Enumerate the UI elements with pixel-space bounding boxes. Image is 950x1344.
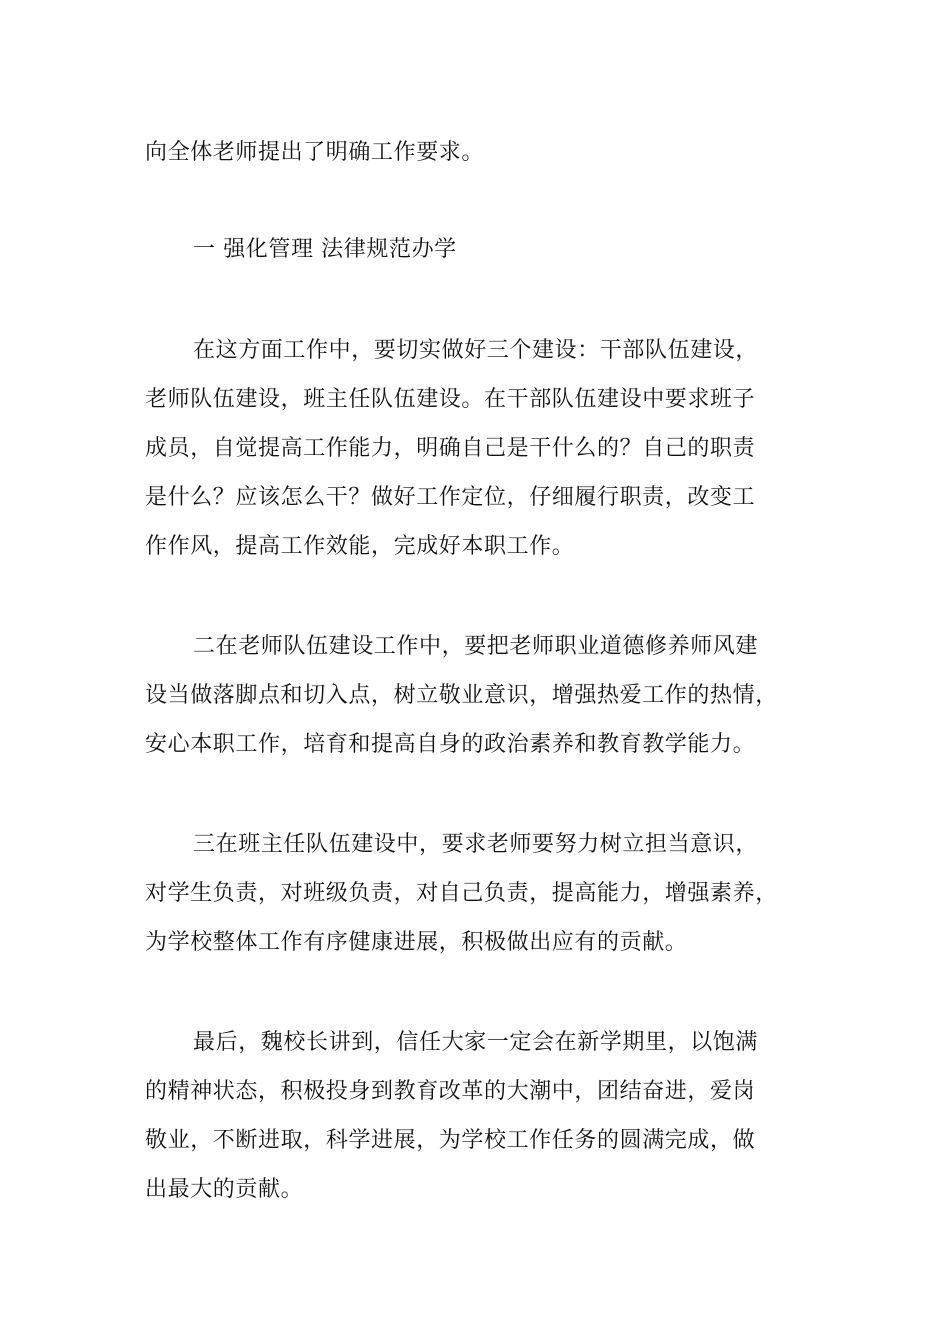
paragraph-line: 作作风，提高工作效能，完成好本职工作。 <box>145 534 575 559</box>
paragraph-line: 敬业，不断进取，科学进展，为学校工作任务的圆满完成，做 <box>145 1128 756 1153</box>
paragraph-line: 设当做落脚点和切入点，树立敬业意识，增强热爱工作的热情， <box>145 683 778 708</box>
intro-line: 向全体老师提出了明确工作要求。 <box>145 140 485 165</box>
paragraph-line: 的精神状态，积极投身到教育改革的大潮中，团结奋进，爱岗 <box>145 1079 756 1104</box>
paragraph-line: 出最大的贡献。 <box>145 1177 304 1202</box>
paragraph-line: 在这方面工作中，要切实做好三个建设：干部队伍建设， <box>193 338 759 363</box>
section-heading: 一 强化管理 法律规范办学 <box>193 237 457 262</box>
paragraph-line: 二在老师队伍建设工作中，要把老师职业道德修养师风建 <box>193 634 759 659</box>
paragraph-line: 三在班主任队伍建设中，要求老师要努力树立担当意识， <box>193 832 759 857</box>
paragraph-line: 安心本职工作，培育和提高自身的政治素养和教育教学能力。 <box>145 732 756 757</box>
paragraph-line: 是什么？应该怎么干？做好工作定位，仔细履行职责，改变工 <box>145 485 756 510</box>
paragraph-line: 最后，魏校长讲到，信任大家一定会在新学期里，以饱满 <box>193 1030 759 1055</box>
paragraph-line: 成员，自觉提高工作能力，明确自己是干什么的？自己的职责 <box>145 436 756 461</box>
paragraph-line: 对学生负责，对班级负责，对自己负责，提高能力，增强素养， <box>145 881 778 906</box>
paragraph-line: 老师队伍建设，班主任队伍建设。在干部队伍建设中要求班子 <box>145 387 756 412</box>
paragraph-line: 为学校整体工作有序健康进展，积极做出应有的贡献。 <box>145 930 688 955</box>
